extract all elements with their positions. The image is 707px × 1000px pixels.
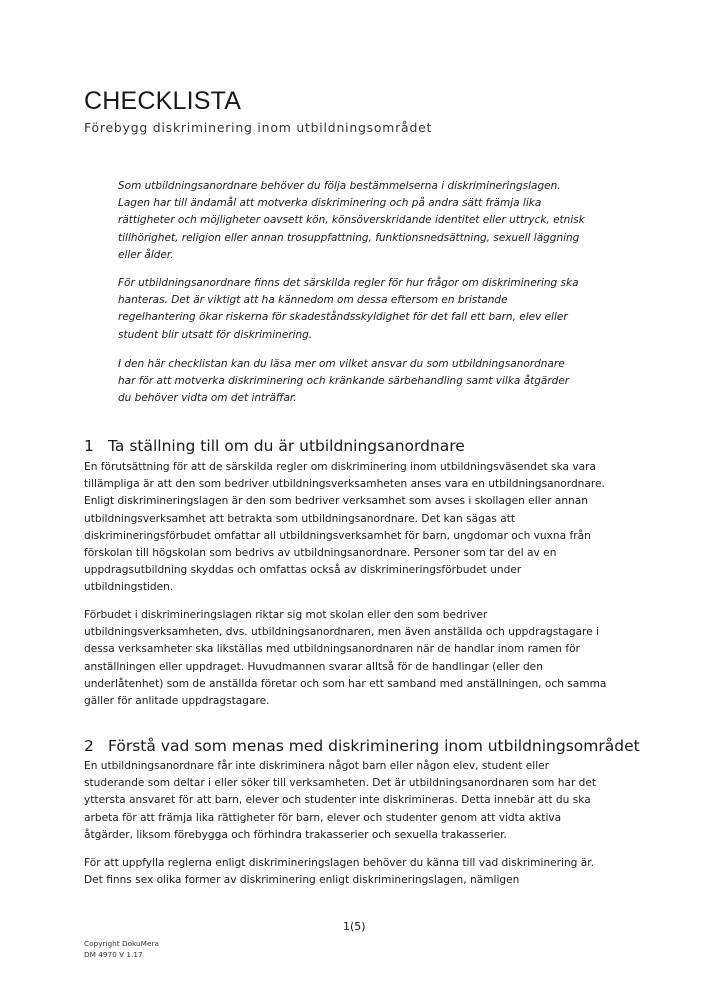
text-line: Det finns sex olika former av diskriminering enligt diskrimineringslagen, nämligen <box>84 874 520 887</box>
footer <box>84 938 159 960</box>
body-paragraph <box>84 855 629 889</box>
page-number: 1(5) <box>343 920 366 933</box>
intro-paragraph <box>118 356 608 408</box>
text-line: Lagen har till ändamål att motverka diskriminering och på andra sätt främja lika <box>118 197 542 210</box>
text-line: En förutsättning för att de särskilda regler om diskriminering inom utbildningsväsendet ska vara <box>84 461 596 473</box>
section-heading-2 <box>84 736 640 756</box>
body-paragraph <box>84 758 629 844</box>
section-number: 1 <box>84 437 94 455</box>
text-line: åtgärder, liksom förebygga och förhindra trakasserier och sexuella trakasserier. <box>84 828 507 841</box>
text-line: har för att motverka diskriminering och kränkande särbehandling samt vilka åtgärder <box>118 375 570 388</box>
text-line: En utbildningsanordnare får inte diskriminera något barn eller någon elev, student eller <box>84 760 550 772</box>
text-line: hanteras. Det är viktigt att ha kännedom om dessa eftersom en bristande <box>118 294 508 307</box>
text-line: anställningen eller uppdraget. Huvudmannen svarar alltså för de handlingar (eller den <box>84 660 543 673</box>
text-line: Som utbildningsanordnare behöver du följa bestämmelserna i diskrimineringslagen. <box>118 180 561 192</box>
text-line: tillämpliga är att den som bedriver utbildningsverksamheten anses vara en utbildningsanordnare. <box>84 478 605 491</box>
text-line: För utbildningsanordnare finns det särskilda regler för hur frågor om diskriminering ska <box>118 277 579 289</box>
text-line: Förbudet i diskrimineringslagen riktar sig mot skolan eller den som bedriver <box>84 609 488 621</box>
text-line: eller ålder. <box>118 248 174 261</box>
section-title: Förstå vad som menas med diskriminering inom utbildningsområdet <box>108 737 640 755</box>
text-line: Enligt diskrimineringslagen är den som bedriver verksamhet som avses i skollagen eller annan <box>84 495 588 508</box>
text-line: student blir utsatt för diskriminering. <box>118 328 313 341</box>
text-line: utbildningstiden. <box>84 581 174 594</box>
body-paragraph <box>84 459 629 597</box>
text-line: regelhantering ökar riskerna för skadeståndsskyldighet för det fall ett barn, elev eller <box>118 311 568 324</box>
text-line: rättigheter och möjligheter oavsett kön, könsöverskridande identitet eller uttryck, etnisk <box>118 214 585 227</box>
body-paragraph <box>84 607 629 710</box>
section-title: Ta ställning till om du är utbildningsanordnare <box>108 437 465 455</box>
section-heading-1 <box>84 436 465 456</box>
text-line: utbildningsverksamheten, dvs. utbildningsanordnaren, men även anställda och uppdragstagare i <box>84 626 600 639</box>
text-line: studerande som deltar i eller söker till verksamheten. Det är utbildningsanordnaren som har det <box>84 777 597 790</box>
text-line: förskolan till högskolan som bedrivs av utbildningsanordnare. Personer som tar del av en <box>84 547 557 560</box>
text-line: För att uppfylla reglerna enligt diskrimineringslagen behöver du känna till vad diskriminering är. <box>84 857 595 869</box>
text-line: utbildningsverksamhet att betrakta som utbildningsanordnare. Det kan sägas att <box>84 512 516 525</box>
text-line: diskrimineringsförbudet omfattar all utbildningsverksamhet för barn, ungdomar och vuxna från <box>84 529 591 542</box>
text-line: du behöver vidta om det inträffar. <box>118 392 297 405</box>
copyright-text: Copyright DokuMera <box>84 939 159 948</box>
document-subtitle: Förebygg diskriminering inom utbildningsområdet <box>84 120 433 135</box>
document-title: CHECKLISTA <box>84 87 242 115</box>
text-line: tillhörighet, religion eller annan trosuppfattning, funktionsnedsättning, sexuell läggning <box>118 231 580 244</box>
text-line: underlåtenhet) som de anställda företar och som har ett samband med anställningen, och samma <box>84 677 607 690</box>
text-line: uppdragsutbildning skyddas och omfattas också av diskrimineringsförbudet under <box>84 564 522 577</box>
intro-paragraph <box>118 275 608 344</box>
document-id: DM 4970 V 1.17 <box>84 950 143 959</box>
text-line: I den här checklistan kan du läsa mer om vilket ansvar du som utbildningsanordnare <box>118 358 565 370</box>
section-number: 2 <box>84 737 94 755</box>
text-line: yttersta ansvaret för att barn, elever och studenter inte diskrimineras. Detta innebär att du ska <box>84 794 591 807</box>
text-line: dessa verksamheter ska likställas med utbildningsanordnaren när de handlar inom ramen för <box>84 643 580 656</box>
text-line: arbeta för att främja lika rättigheter för barn, elever och studenter genom att vidta aktiva <box>84 811 562 824</box>
text-line: gäller för anlitade uppdragstagare. <box>84 695 270 708</box>
intro-paragraph <box>118 178 608 264</box>
